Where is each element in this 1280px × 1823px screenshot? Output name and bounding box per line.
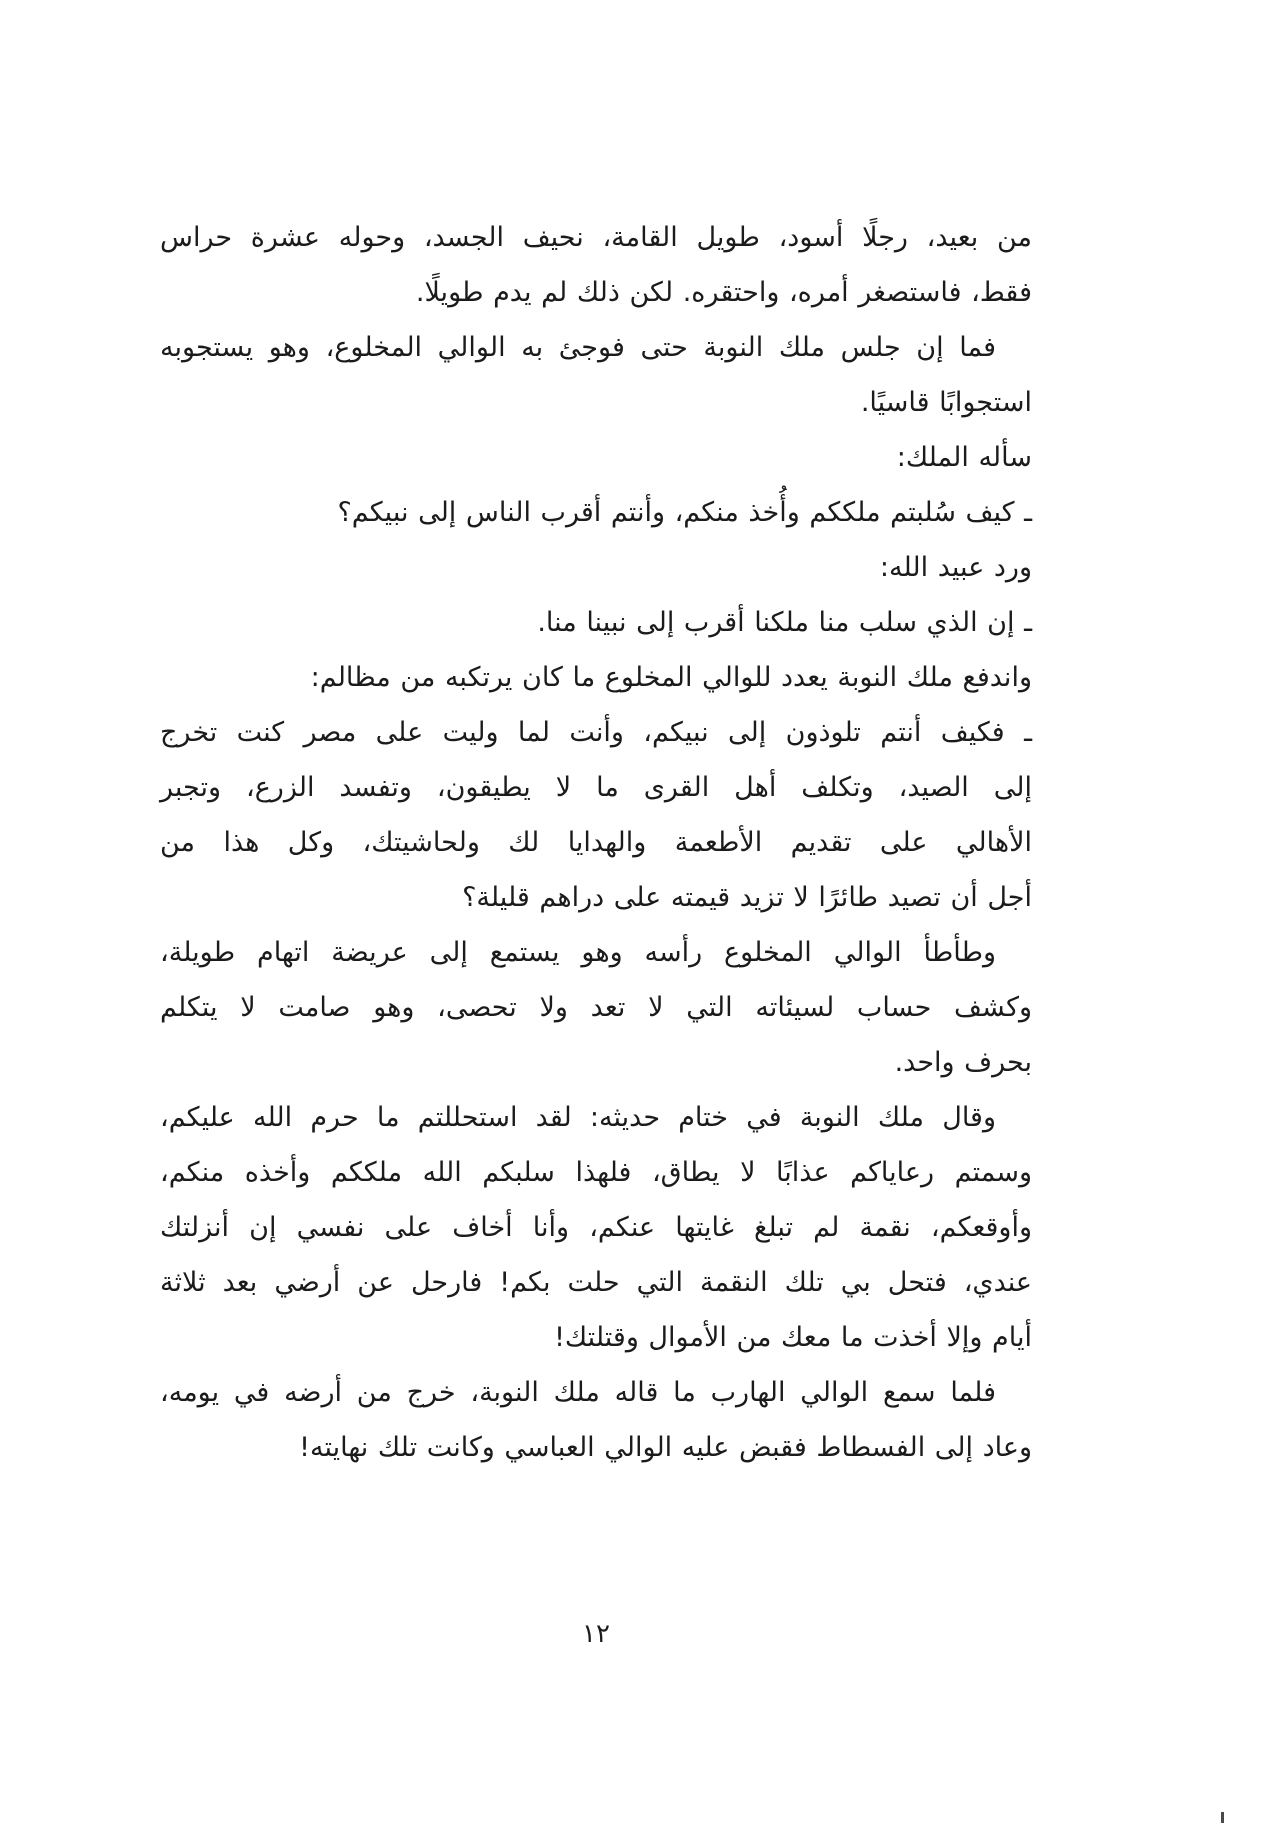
text-line: فلما سمع الوالي الهارب ما قاله ملك النوبة، خرج من أرضه في يومه، — [160, 1377, 996, 1408]
body-text — [160, 210, 1032, 1475]
text-line: وطأطأ الوالي المخلوع رأسه وهو يستمع إلى عريضة اتهام طويلة، — [160, 937, 996, 968]
text-line: بحرف واحد. — [894, 1047, 1032, 1078]
text-line: استجوابًا قاسيًا. — [860, 387, 1032, 418]
text-line: الأهالي على تقديم الأطعمة والهدايا لك ولحاشيتك، وكل هذا من — [160, 827, 1032, 858]
text-line: وقال ملك النوبة في ختام حديثه: لقد استحللتم ما حرم الله عليكم، — [160, 1102, 996, 1133]
text-line: إلى الصيد، وتكلف أهل القرى ما لا يطيقون، وتفسد الزرع، وتجبر — [160, 772, 1032, 803]
text-line: ورد عبيد الله: — [879, 552, 1032, 583]
text-line: أيام وإلا أخذت ما معك من الأموال وقتلتك! — [554, 1322, 1032, 1353]
text-line: فقط، فاستصغر أمره، واحتقره. لكن ذلك لم يدم طويلًا. — [415, 277, 1032, 308]
text-line: وعاد إلى الفسطاط فقبض عليه الوالي العباسي وكانت تلك نهايته! — [299, 1432, 1032, 1463]
text-line: فما إن جلس ملك النوبة حتى فوجئ به الوالي المخلوع، وهو يستجوبه — [160, 332, 996, 363]
text-line: سأله الملك: — [896, 442, 1032, 473]
text-line: ـ إن الذي سلب منا ملكنا أقرب إلى نبينا منا. — [537, 607, 1032, 638]
text-line: عندي، فتحل بي تلك النقمة التي حلت بكم! فارحل عن أرضي بعد ثلاثة — [160, 1267, 1032, 1298]
text-line: ـ فكيف أنتم تلوذون إلى نبيكم، وأنت لما وليت على مصر كنت تخرج — [160, 717, 1032, 748]
page-number: ١٢ — [582, 1619, 610, 1649]
text-line: وسمتم رعاياكم عذابًا لا يطاق، فلهذا سلبكم الله ملككم وأخذه منكم، — [160, 1157, 1032, 1188]
text-line: من بعيد، رجلًا أسود، طويل القامة، نحيف الجسد، وحوله عشرة حراس — [160, 222, 1032, 253]
text-line: أجل أن تصيد طائرًا لا تزيد قيمته على دراهم قليلة؟ — [462, 882, 1032, 913]
text-line: ـ كيف سُلبتم ملككم وأُخذ منكم، وأنتم أقرب الناس إلى نبيكم؟ — [337, 497, 1032, 528]
text-line: وكشف حساب لسيئاته التي لا تعد ولا تحصى، وهو صامت لا يتكلم — [160, 992, 1032, 1023]
text-line: وأوقعكم، نقمة لم تبلغ غايتها عنكم، وأنا أخاف على نفسي إن أنزلتك — [160, 1212, 1032, 1243]
scan-artifact-mark — [1221, 1812, 1224, 1823]
text-line: واندفع ملك النوبة يعدد للوالي المخلوع ما كان يرتكبه من مظالم: — [310, 662, 1032, 693]
